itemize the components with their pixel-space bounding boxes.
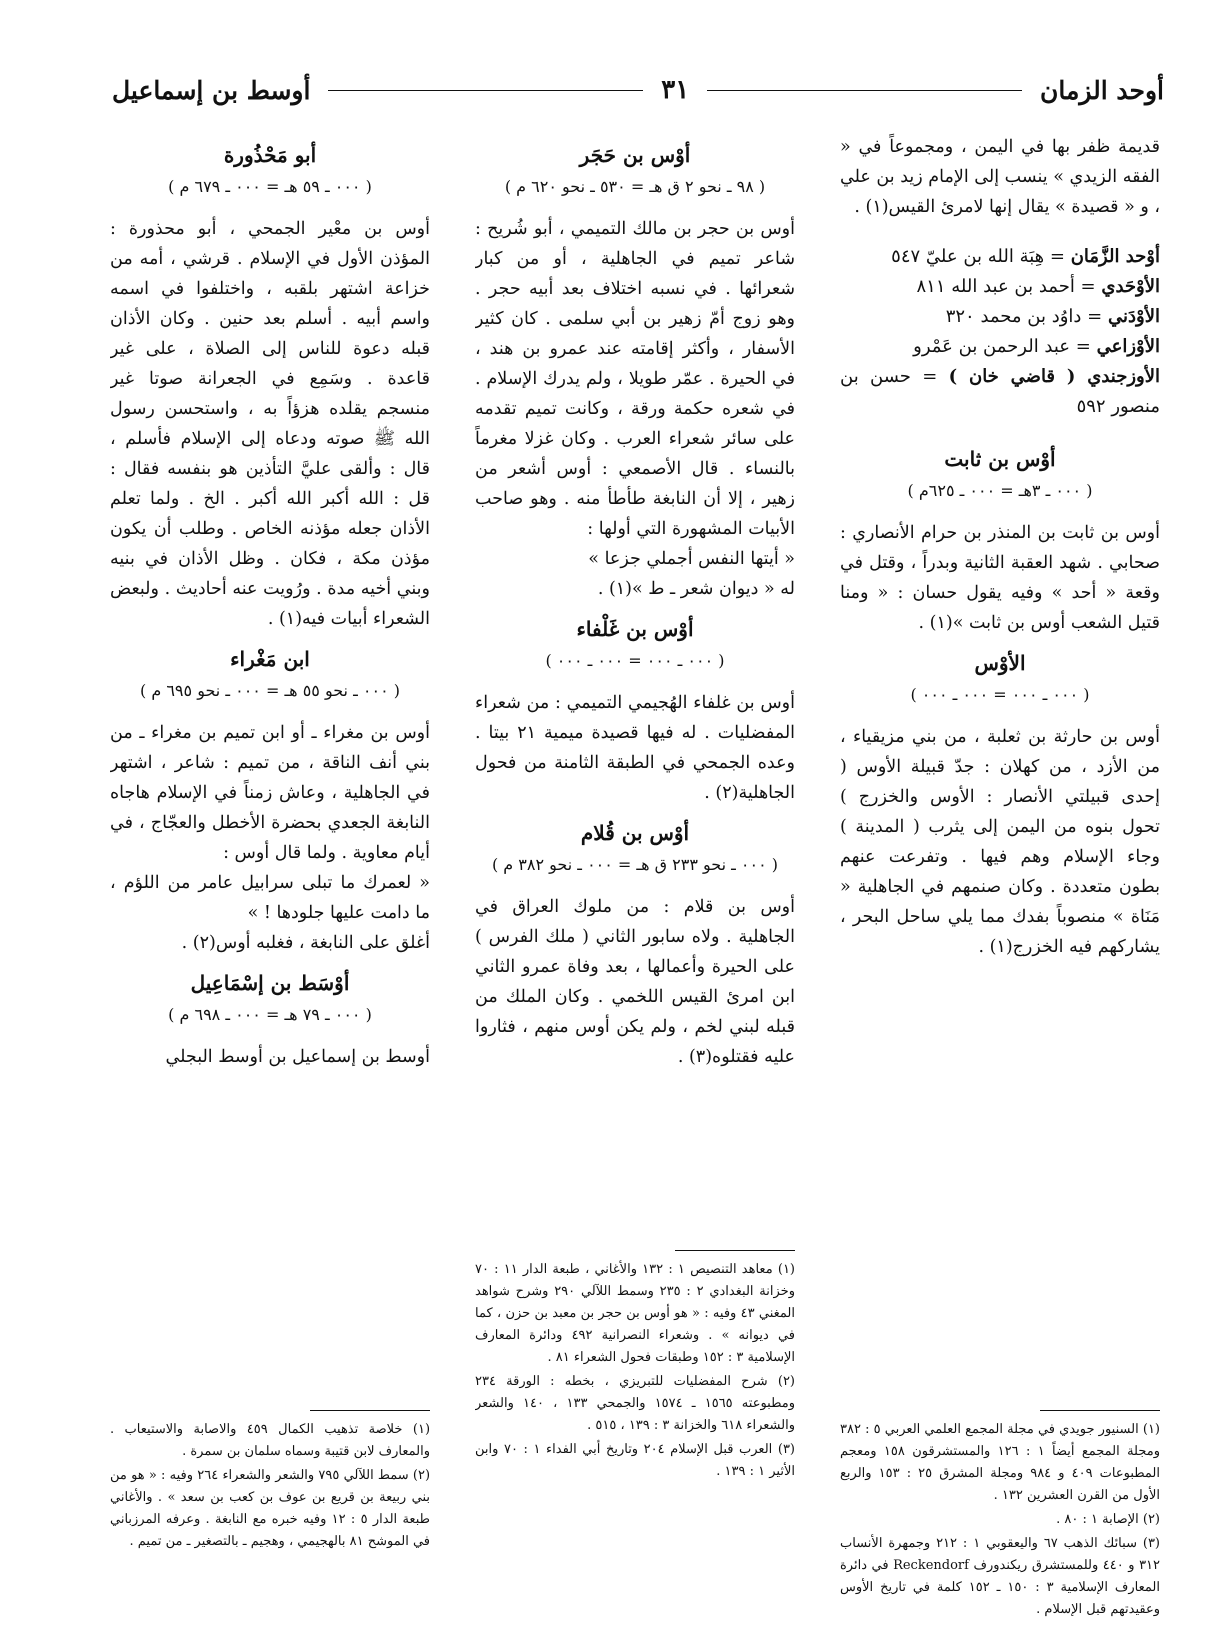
biography-entry	[475, 614, 795, 808]
cross-reference-name: أوْحد الزَّمَان	[1070, 246, 1160, 267]
entry-title: أوْس بن غَلْفاء	[576, 617, 694, 641]
biography-entry	[840, 648, 1160, 962]
entry-title: أوْسَط بن إسْمَاعِيل	[190, 971, 350, 995]
verse-quote: « أيتها النفس أجملي جزعا »	[588, 549, 795, 569]
page-number: ٣١	[661, 75, 690, 105]
cross-reference-name: الأوْحَدي	[1101, 276, 1160, 297]
entry-title: أوْس بن قُلام	[580, 821, 690, 845]
entry-title: أبو مَحْذُورة	[223, 143, 317, 167]
biography-entry	[840, 444, 1160, 638]
cross-reference-name: الأوزجندي ( قاضي خان )	[948, 366, 1160, 387]
footnote-separator	[675, 1250, 795, 1251]
running-head-left: أوسط بن إسماعيل	[111, 75, 311, 105]
biography-entry	[475, 818, 795, 1072]
entry-dates: ( ٠٠٠ ـ نحو ٥٥ هـ = ٠٠٠ ـ نحو ٦٩٥ م )	[140, 681, 400, 700]
biography-entry	[110, 968, 430, 1072]
cross-reference-name: الأوْزاعي	[1096, 336, 1160, 357]
entry-body: أوس بن غلفاء الهُجيمي التميمي : من شعراء المفضليات . له فيها قصيدة ميمية ٢١ بيتا . وعده الجمحي في الطبقة الثامنة من فحول الجاهلية(٢) .	[475, 693, 795, 803]
column-right	[840, 132, 1160, 1622]
footnote-list	[110, 1419, 430, 1553]
biography-entry	[475, 140, 795, 604]
entry-dates: ( ٩٨ ـ نحو ٢ ق هـ = ٥٣٠ ـ نحو ٦٢٠ م )	[504, 177, 766, 196]
running-head-right: أوحد الزمان	[1039, 75, 1164, 105]
entry-body: أوس بن مغراء ـ أو ابن تميم بن مغراء ـ من بني أنف الناقة ، من تميم : شاعر ، اشتهر في الجاهلية ، وعاش زمناً في الإسلام هاجاه النابغة الجعدي بحضرة الأخطل والعجّاج ، في أيام معاوية . ولما قال أوس :	[110, 723, 430, 863]
entry-title: ابن مَغْراء	[230, 647, 310, 671]
footnote-list	[475, 1259, 795, 1483]
footnote: (٢) سمط اللآلي ٧٩٥ والشعر والشعراء ٢٦٤ وفيه : « هو من بني ربيعة بن قريع بن عوف بن كعب بن سعد » . والأغاني طبعة الدار ٥ : ١٢ وفيه خبره مع النابغة . وعرفه المرزباني في الموشح ٨١ بالهجيمي ، وهجيم ـ بالتصغير ـ من تميم .	[110, 1468, 430, 1549]
cross-reference	[840, 242, 1160, 272]
entry-dates: ( ٠٠٠ ـ ٠٠٠ = ٠٠٠ ـ ٠٠٠ )	[545, 651, 725, 670]
entry-dates: ( ٠٠٠ ـ ٣هـ = ٠٠٠ ـ ٦٢٥م )	[907, 481, 1093, 500]
cross-reference	[840, 272, 1160, 302]
cross-reference-name: الأوْدَني	[1108, 306, 1160, 327]
biography-entry	[110, 140, 430, 634]
entry-body: أوس بن حجر بن مالك التميمي ، أبو شُريح : شاعر تميم في الجاهلية ، أو من كبار شعرائها . في نسبه اختلاف بعد أبيه حجر . وهو زوج أمّ زهير بن أبي سلمى . كان كثير الأسفار ، وأكثر إقامته عند عمرو بن هند ، في الحيرة . عمّر طويلا ، ولم يدرك الإسلام . في شعره حكمة ورقة ، وكانت تميم تقدمه على سائر شعراء العرب . وكان غزلا مغرماً بالنساء . قال الأصمعي : أوس أشعر من زهير ، إلا أن النابغة طأطأ منه . وهو صاحب الأبيات المشهورة التي أولها :	[475, 219, 795, 539]
cross-reference-target: = أحمد بن عبد الله ٨١١	[916, 276, 1096, 297]
cross-reference-target: = هِبَة الله بن عليّ ٥٤٧	[891, 246, 1065, 267]
entry-dates: ( ٠٠٠ ـ ٥٩ هـ = ٠٠٠ ـ ٦٧٩ م )	[168, 177, 372, 196]
entry-dates: ( ٠٠٠ ـ ٠٠٠ = ٠٠٠ ـ ٠٠٠ )	[910, 685, 1090, 704]
footnote: (٣) سبائك الذهب ٦٧ واليعقوبي ١ : ٢١٢ وجمهرة الأنساب ٣١٢ و ٤٤٠ وللمستشرق ريكندورف Reckendorf في دائرة المعارف الإسلامية ٣ : ١٥٠ ـ ١٥٢ كلمة في تاريخ الأوس وعقيدتهم قبل الإسلام .	[840, 1536, 1160, 1617]
cross-reference	[840, 362, 1160, 422]
running-head-rule-right	[707, 90, 1022, 91]
cross-reference-list	[840, 242, 1160, 422]
cross-reference	[840, 332, 1160, 362]
entry-body: أوس بن معْير الجمحي ، أبو محذورة : المؤذن الأول في الإسلام . قرشي ، أمه من خزاعة اشتهر بلقبه ، واختلفوا في اسمه واسم أبيه . أسلم بعد حنين . وكان الأذان قبله دعوة للناس إلى الصلاة ، على غير قاعدة . وسَمِع في الجعرانة صوتا غير منسجم يقلده هزؤاً به ، واستحسن رسول الله ﷺ صوته ودعاه إلى الإسلام فأسلم ، قال : وألقى عليَّ التأذين هو بنفسه فقال : قل : الله أكبر الله أكبر . الخ . ولما تعلم الأذان جعله مؤذنه الخاص . وطلب أن يكون مؤذن مكة ، فكان . وظل الأذان في بنيه وبني أخيه مدة . ورُويت عنه أحاديث . ولبعض الشعراء أبيات فيه(١) .	[110, 219, 430, 629]
entry-dates: ( ٠٠٠ ـ نحو ٢٣٣ ق هـ = ٠٠٠ ـ نحو ٣٨٢ م )	[491, 855, 779, 874]
biography-entry	[110, 644, 430, 958]
entry-body: أوس بن ثابت بن المنذر بن حرام الأنصاري : صحابي . شهد العقبة الثانية وبدراً ، وقتل في وقعة « أحد » وفيه يقول حسان : « ومنا قتيل الشعب أوس بن ثابت »(١) .	[840, 523, 1160, 633]
running-head	[112, 70, 1164, 110]
entry-dates: ( ٠٠٠ ـ ٧٩ هـ = ٠٠٠ ـ ٦٩٨ م )	[168, 1005, 372, 1024]
footnote-list	[840, 1419, 1160, 1621]
footnote: (١) معاهد التنصيص ١ : ١٣٢ والأغاني ، طبعة الدار ١١ : ٧٠ وخزانة البغدادي ٢ : ٢٣٥ وسمط اللآلي ٢٩٠ وشرح شواهد المغني ٤٣ وفيه : « هو أوس بن حجر بن معبد بن حزن ، كما في ديوانه » . وشعراء النصرانية ٤٩٢ ودائرة المعارف الإسلامية ٣ : ١٥٢ وطبقات فحول الشعراء ٨١ .	[475, 1262, 795, 1365]
entry-body: أوس بن قلام : من ملوك العراق في الجاهلية . ولاه سابور الثاني ( ملك الفرس ) على الحيرة وأعمالها ، بعد وفاة عمرو الثاني ابن امرئ القيس اللخمي . وكان الملك من قبله لبني لخم ، ولم يكن أوس منهم ، فثاروا عليه فقتلوه(٣) .	[475, 897, 795, 1067]
column-left	[110, 132, 430, 1622]
column-middle	[475, 132, 795, 1622]
footnotes-left	[110, 1392, 430, 1555]
footnote: (٢) الإصابة ١ : ٨٠ .	[1056, 1512, 1160, 1527]
footnote: (١) خلاصة تذهيب الكمال ٤٥٩ والاصابة والاستيعاب . والمعارف لابن قتيبة وسماه سلمان بن سمرة .	[110, 1422, 430, 1459]
cross-reference-target: = عبد الرحمن بن عَمْرو	[913, 336, 1091, 357]
verse-quote: « لعمرك ما تبلى سرابيل عامر من اللؤم ، ما دامت عليها جلودها ! »	[110, 873, 430, 923]
footnote-separator	[310, 1410, 430, 1411]
cross-reference	[840, 302, 1160, 332]
footnotes-right	[840, 1392, 1160, 1622]
footnotes-middle	[475, 1232, 795, 1485]
entry-body-continued: أغلق على النابغة ، فغلبه أوس(٢) .	[181, 933, 430, 953]
entry-title: أوْس بن ثابت	[944, 447, 1056, 471]
continued-entry-text: قديمة ظفر بها في اليمن ، ومجموعاً في « الفقه الزيدي » ينسب إلى الإمام زيد بن علي ، و « قصيدة » يقال إنها لامرئ القيس(١) .	[840, 137, 1160, 217]
entry-body-continued: له « ديوان شعر ـ ط »(١) .	[597, 579, 795, 599]
entry-title: الأوْس	[974, 651, 1026, 675]
running-head-rule-left	[328, 90, 643, 91]
entry-body: أوس بن حارثة بن ثعلبة ، من بني مزيقياء ، من الأزد ، من كهلان : جدّ قبيلة الأوس ( إحدى قبيلتي الأنصار : الأوس والخزرج ) تحول بنوه من اليمن إلى يثرب ( المدينة ) وجاء الإسلام وهم فيها . وتفرعت عنهم بطون متعددة . وكان صنمهم في الجاهلية « مَنَاة » منصوباً بفدك مما يلي ساحل البحر ، يشاركهم فيه الخزرج(١) .	[840, 727, 1160, 957]
cross-reference-target: = حسن بن منصور ٥٩٢	[840, 366, 1160, 417]
footnote: (١) السنيور جويدي في مجلة المجمع العلمي العربي ٥ : ٣٨٢ ومجلة المجمع أيضاً ١ : ١٢٦ والمستشرقون ١٥٨ ومعجم المطبوعات ٤٠٩ و ٩٨٤ ومجلة المشرق ٢٥ : ١٥٣ والربع الأول من القرن العشرين ١٣٢ .	[840, 1422, 1160, 1503]
entry-title: أوْس بن حَجَر	[579, 143, 691, 167]
entry-body: أوسط بن إسماعيل بن أوسط البجلي	[165, 1047, 430, 1067]
cross-reference-target: = داوُد بن محمد ٣٢٠	[945, 306, 1103, 327]
footnote-separator	[1040, 1410, 1160, 1411]
footnote: (٣) العرب قبل الإسلام ٢٠٤ وتاريخ أبي الفداء ١ : ٧٠ وابن الأثير ١ : ١٣٩ .	[475, 1442, 795, 1479]
footnote: (٢) شرح المفضليات للتبريزي ، بخطه : الورقة ٢٣٤ ومطبوعته ١٥٦٥ ـ ١٥٧٤ والجمحي ١٣٣ ، ١٤٠ والشعر والشعراء ٦١٨ والخزانة ٣ : ١٣٩ ، ٥١٥ .	[475, 1374, 795, 1433]
